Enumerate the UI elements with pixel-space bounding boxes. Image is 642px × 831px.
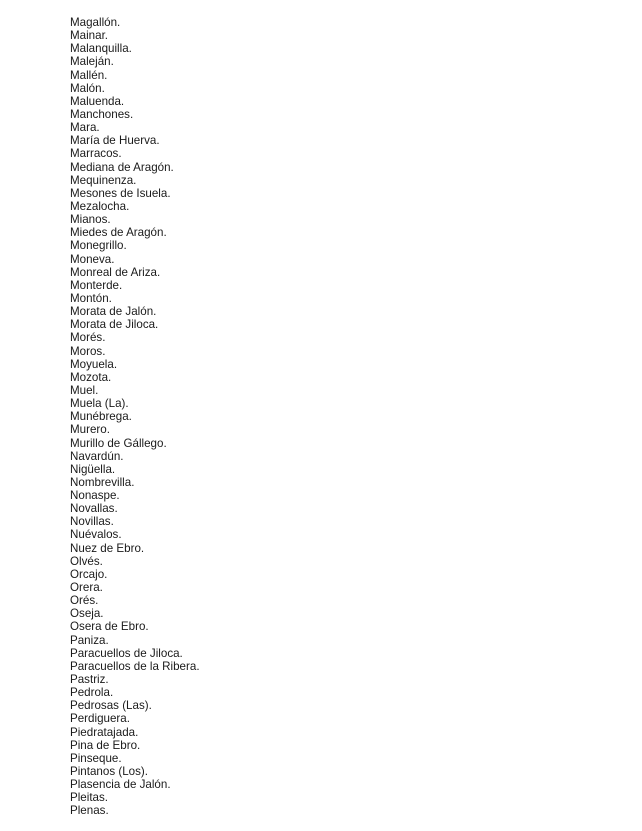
- list-item: Muela (La).: [70, 397, 129, 411]
- list-item: Paracuellos de Jiloca.: [70, 646, 183, 660]
- list-item: Perdiguera.: [70, 712, 130, 726]
- list-item: Nonaspe.: [70, 489, 120, 503]
- list-item: Moyuela.: [70, 357, 118, 371]
- list-item: Paniza.: [70, 633, 109, 647]
- list-item: Pina de Ebro.: [70, 738, 141, 752]
- list-item: Mozota.: [70, 370, 112, 384]
- list-item: Maluenda.: [70, 94, 125, 108]
- list-item: Munébrega.: [70, 410, 132, 424]
- list-item: Nuez de Ebro.: [70, 541, 145, 555]
- list-item: Mianos.: [70, 213, 111, 227]
- list-item: Pastriz.: [70, 673, 109, 687]
- list-item: Novillas.: [70, 515, 114, 529]
- list-item: Murillo de Gállego.: [70, 436, 167, 450]
- list-item: Nuévalos.: [70, 528, 122, 542]
- list-item: Morés.: [70, 331, 106, 345]
- list-item: Muel.: [70, 383, 99, 397]
- list-item: Plasencia de Jalón.: [70, 778, 171, 792]
- list-item: Morata de Jiloca.: [70, 318, 159, 332]
- list-item: Novallas.: [70, 502, 118, 516]
- list-item: Osera de Ebro.: [70, 620, 149, 634]
- municipality-list: [70, 16, 200, 818]
- list-item: Nigüella.: [70, 462, 116, 476]
- list-item: María de Huerva.: [70, 134, 160, 148]
- list-item: Malanquilla.: [70, 42, 132, 56]
- list-item: Pedrosas (Las).: [70, 699, 152, 713]
- list-item: Plenas.: [70, 804, 109, 818]
- list-item: Pinseque.: [70, 751, 122, 765]
- list-item: Mesones de Isuela.: [70, 186, 171, 200]
- list-item: Pleitas.: [70, 791, 109, 805]
- list-item: Moneva.: [70, 252, 115, 266]
- list-item: Pintanos (Los).: [70, 765, 148, 779]
- list-item: Olvés.: [70, 554, 103, 568]
- list-item: Pedrola.: [70, 686, 114, 700]
- list-item: Magallón.: [70, 16, 121, 29]
- list-item: Maleján.: [70, 55, 114, 69]
- list-item: Mediana de Aragón.: [70, 160, 174, 174]
- list-item: Monreal de Ariza.: [70, 265, 161, 279]
- list-item: Murero.: [70, 423, 110, 437]
- list-item: Orcajo.: [70, 567, 108, 581]
- list-item: Monterde.: [70, 278, 123, 292]
- list-item: Malón.: [70, 81, 105, 95]
- list-item: Oseja.: [70, 607, 104, 621]
- list-item: Mallén.: [70, 68, 108, 82]
- list-item: Mequinenza.: [70, 173, 137, 187]
- list-item: Piedratajada.: [70, 725, 139, 739]
- list-item: Marracos.: [70, 147, 122, 161]
- list-item: Moros.: [70, 344, 106, 358]
- list-item: Morata de Jalón.: [70, 305, 157, 319]
- list-item: Nombrevilla.: [70, 475, 135, 489]
- list-item: Monegrillo.: [70, 239, 127, 253]
- list-item: Montón.: [70, 291, 112, 305]
- list-item: Navardún.: [70, 449, 124, 463]
- list-item: Miedes de Aragón.: [70, 226, 167, 240]
- list-item: Orés.: [70, 594, 99, 608]
- list-item: Mara.: [70, 121, 100, 135]
- list-item: Orera.: [70, 581, 103, 595]
- list-item: Paracuellos de la Ribera.: [70, 659, 200, 673]
- list-item: Mezalocha.: [70, 199, 130, 213]
- list-item: Manchones.: [70, 107, 134, 121]
- list-item: Mainar.: [70, 29, 109, 43]
